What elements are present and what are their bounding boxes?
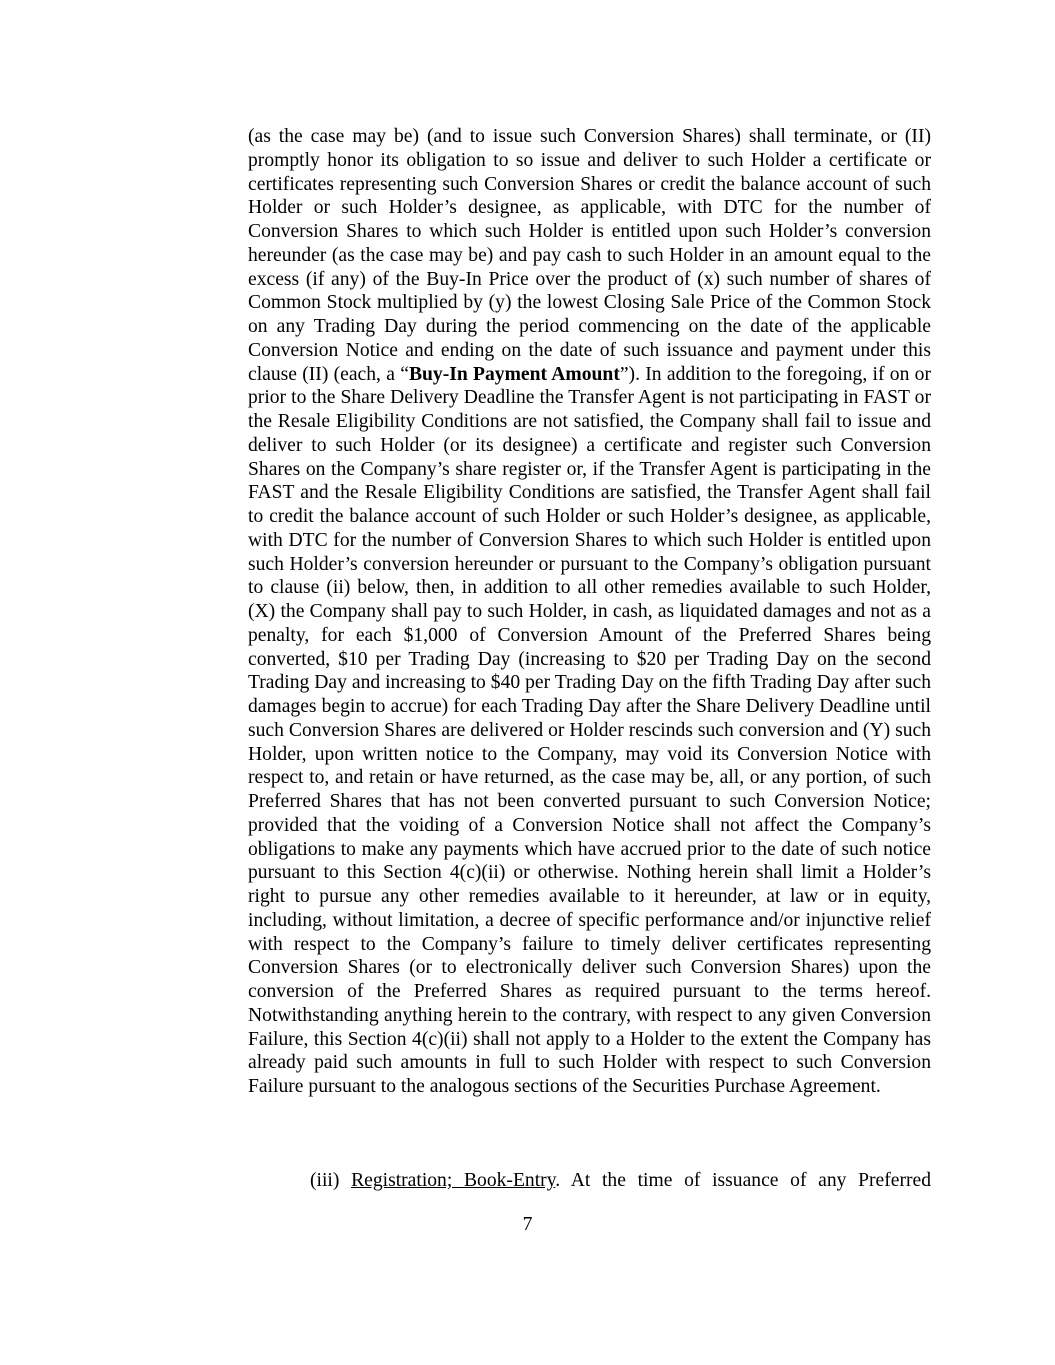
subsection-number: (iii) [310, 1170, 340, 1191]
body-paragraph [248, 125, 931, 1099]
subsection-paragraph [248, 1169, 931, 1193]
defined-term-buy-in-payment-amount: Buy-In Payment Amount [408, 363, 620, 385]
subsection-heading: Registration; Book-Entry [351, 1170, 556, 1191]
paragraph-text-start: (as the case may be) (and to issue such Conversion Shares) shall terminate, or (II) promptly honor its obligation to so issue and deliver to such Holder a certificate or certificates representing such Conversion Shares or credit the balance account of such Holder or such Holder’s designee, as applicable, with DTC for the number of Conversion Shares to which such Holder is entitled upon such Holder’s conversion hereunder (as the case may be) and pay cash to such Holder in an amount equal to the excess (if any) of the Buy-In Price over the product of (x) such number of shares of Common Stock multiplied by (y) the lowest Closing Sale Price of the Common Stock on any Trading Day during the period commencing on the date of the applicable Conversion Notice and ending on the date of such issuance and payment under this clause (II) (each, a “ [248, 126, 931, 385]
page-number: 7 [522, 1214, 533, 1235]
paragraph-text-end: ”). In addition to the foregoing, if on or prior to the Share Delivery Deadline the Transfer Agent is not participating in FAST or the Resale Eligibility Conditions are not satisfied, the Company shall fail to issue and deliver to such Holder (or its designee) a certificate and register such Conversion Shares on the Company’s share register or, if the Transfer Agent is participating in the FAST and the Resale Eligibility Conditions are satisfied, the Transfer Agent shall fail to credit the balance account of such Holder or such Holder’s designee, as applicable, with DTC for the number of Conversion Shares to which such Holder is entitled upon such Holder’s conversion hereunder or pursuant to the Company’s obligation pursuant to clause (ii) below, then, in addition to all other remedies available to such Holder, (X) the Company shall pay to such Holder, in cash, as liquidated damages and not as a penalty, for each $1,000 of Conversion Amount of the Preferred Shares being converted, $10 per Trading Day (increasing to $20 per Trading Day on the second Trading Day and increasing to $40 per Trading Day on the fifth Trading Day after such damages begin to accrue) for each Trading Day after the Share Delivery Deadline until such Conversion Shares are delivered or Holder rescinds such conversion and (Y) such Holder, upon written notice to the Company, may void its Conversion Notice with respect to, and retain or have returned, as the case may be, all, or any portion, of such Preferred Shares that has not been converted pursuant to such Conversion Notice; provided that the voiding of a Conversion Notice shall not affect the Company’s obligations to make any payments which have accrued prior to the date of such notice pursuant to this Section 4(c)(ii) or otherwise. Nothing herein shall limit a Holder’s right to pursue any other remedies available to it hereunder, at law or in equity, including, without limitation, a decree of specific performance and/or injunctive relief with respect to the Company’s failure to timely deliver certificates representing Conversion Shares (or to electronically deliver such Conversion Shares) upon the conversion of the Preferred Shares as required pursuant to the terms hereof. Notwithstanding anything herein to the contrary, with respect to any given Conversion Failure, this Section 4(c)(ii) shall not apply to a Holder to the extent the Company has already paid such amounts in full to such Holder with respect to such Conversion Failure pursuant to the analogous sections of the Securities Purchase Agreement. [248, 363, 931, 1097]
subsection-text: . At the time of issuance of any Preferred [555, 1170, 931, 1191]
